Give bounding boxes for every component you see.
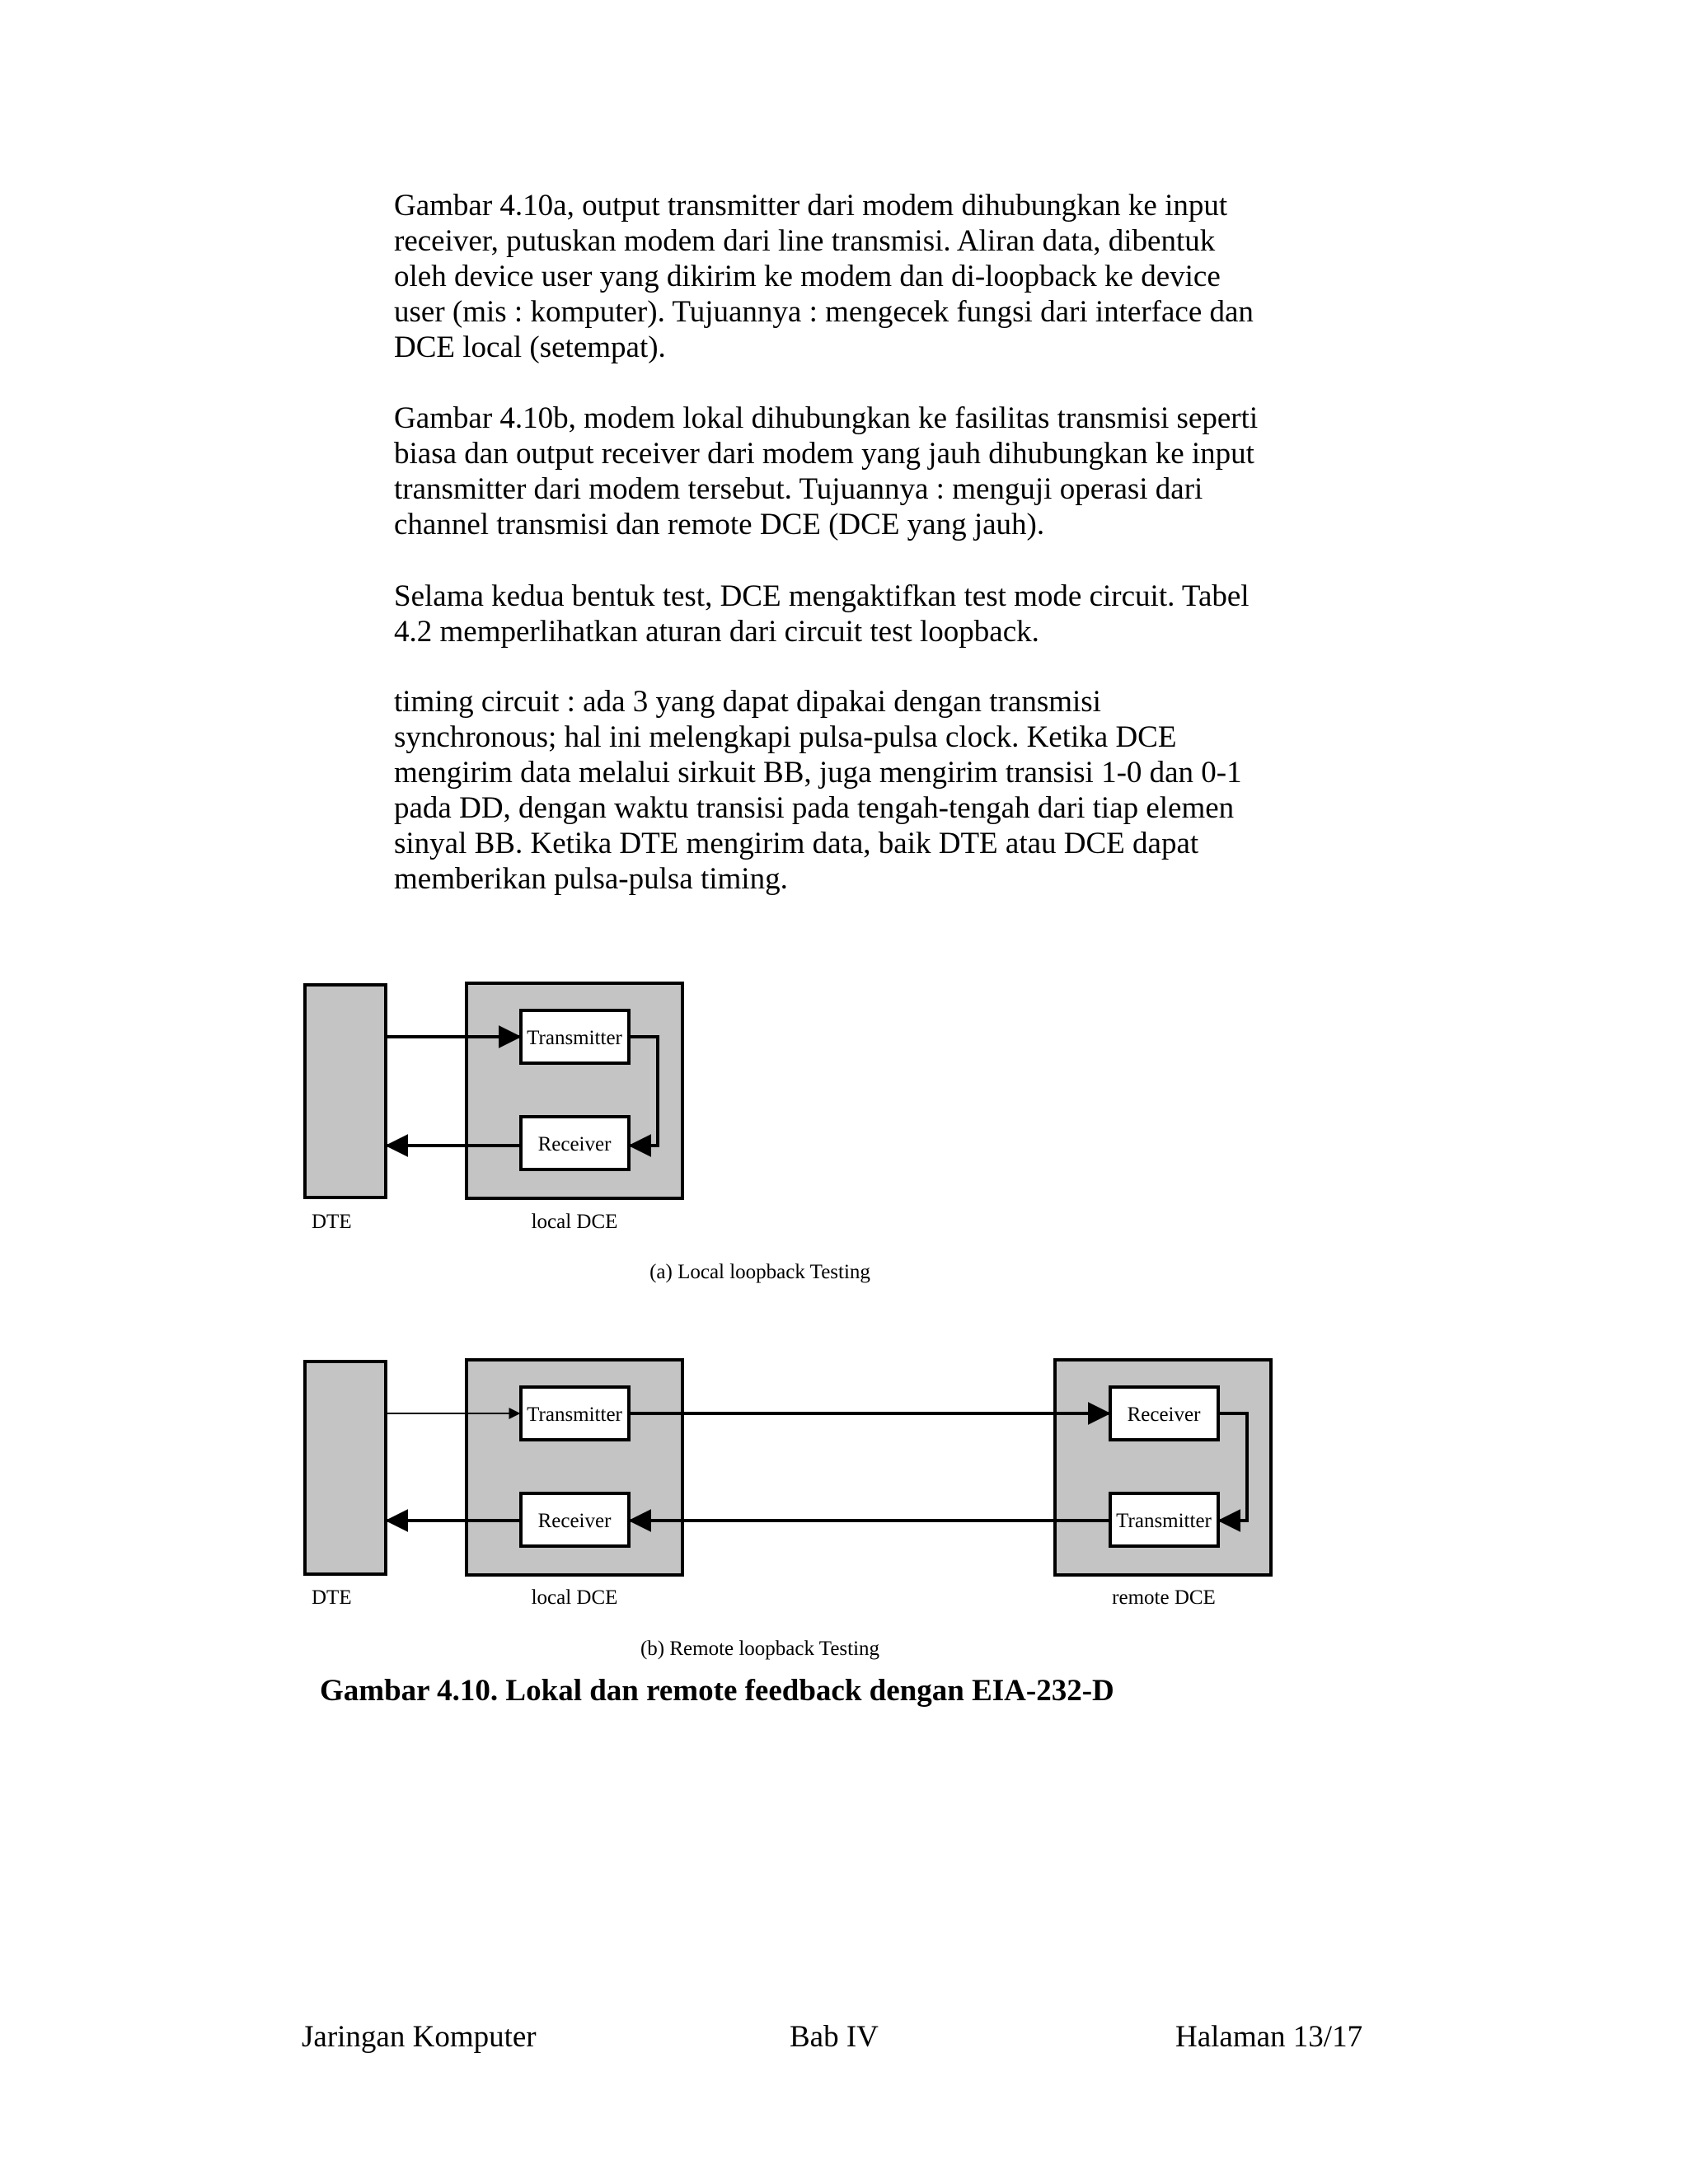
text-line: sinyal BB. Ketika DTE mengirim data, baik DTE atau DCE dapat [394,827,1199,860]
footer-chapter: Bab IV [790,2020,879,2054]
local-dce-label: local DCE [531,1211,618,1233]
text-line: transmitter dari modem tersebut. Tujuannya : menguji operasi dari [394,472,1203,506]
text-line: timing circuit : ada 3 yang dapat dipakai dengan transmisi [394,685,1101,719]
transmitter-label: Transmitter [527,1027,622,1049]
text-line: memberikan pulsa-pulsa timing. [394,862,788,896]
remote-receiver-label: Receiver [1127,1404,1201,1426]
text-line: DCE local (setempat). [394,330,666,364]
diagram-local-loopback [305,983,870,1283]
text-line: receiver, putuskan modem dari line transmisi. Aliran data, dibentuk [394,224,1216,258]
text-line: 4.2 memperlihatkan aturan dari circuit test loopback. [394,615,1039,649]
local-dce-label: local DCE [531,1586,618,1609]
remote-transmitter-label: Transmitter [1116,1510,1212,1532]
dte-label: DTE [312,1211,352,1233]
diagram-remote-loopback [305,1360,1271,1660]
text-line: mengirim data melalui sirkuit BB, juga mengirim transisi 1-0 dan 0-1 [394,756,1242,790]
dte-label: DTE [312,1586,352,1609]
text-line: user (mis : komputer). Tujuannya : mengecek fungsi dari interface dan [394,295,1254,329]
footer-page-number: Halaman 13/17 [1175,2020,1363,2054]
text-line: biasa dan output receiver dari modem yang jauh dihubungkan ke input [394,437,1254,471]
figure-caption: Gambar 4.10. Lokal dan remote feedback dengan EIA-232-D [320,1674,1114,1708]
local-receiver-label: Receiver [537,1510,612,1532]
remote-dce-label: remote DCE [1112,1586,1216,1609]
text-line: pada DD, dengan waktu transisi pada tengah-tengah dari tiap elemen [394,791,1235,825]
text-line: oleh device user yang dikirim ke modem dan di-loopback ke device [394,260,1221,293]
dte-box [305,985,386,1197]
text-line: Gambar 4.10a, output transmitter dari modem dihubungkan ke input [394,189,1228,223]
receiver-label: Receiver [537,1133,612,1155]
footer-document-title: Jaringan Komputer [302,2020,537,2054]
text-line: synchronous; hal ini melengkapi pulsa-pulsa clock. Ketika DCE [394,720,1177,754]
diagram-b-caption: (b) Remote loopback Testing [640,1638,880,1660]
diagram-a-caption: (a) Local loopback Testing [649,1261,870,1283]
dte-box [305,1361,386,1574]
text-line: Gambar 4.10b, modem lokal dihubungkan ke fasilitas transmisi seperti [394,401,1259,435]
text-line: channel transmisi dan remote DCE (DCE yang jauh). [394,508,1045,541]
local-transmitter-label: Transmitter [527,1404,622,1426]
text-line: Selama kedua bentuk test, DCE mengaktifkan test mode circuit. Tabel [394,579,1250,613]
